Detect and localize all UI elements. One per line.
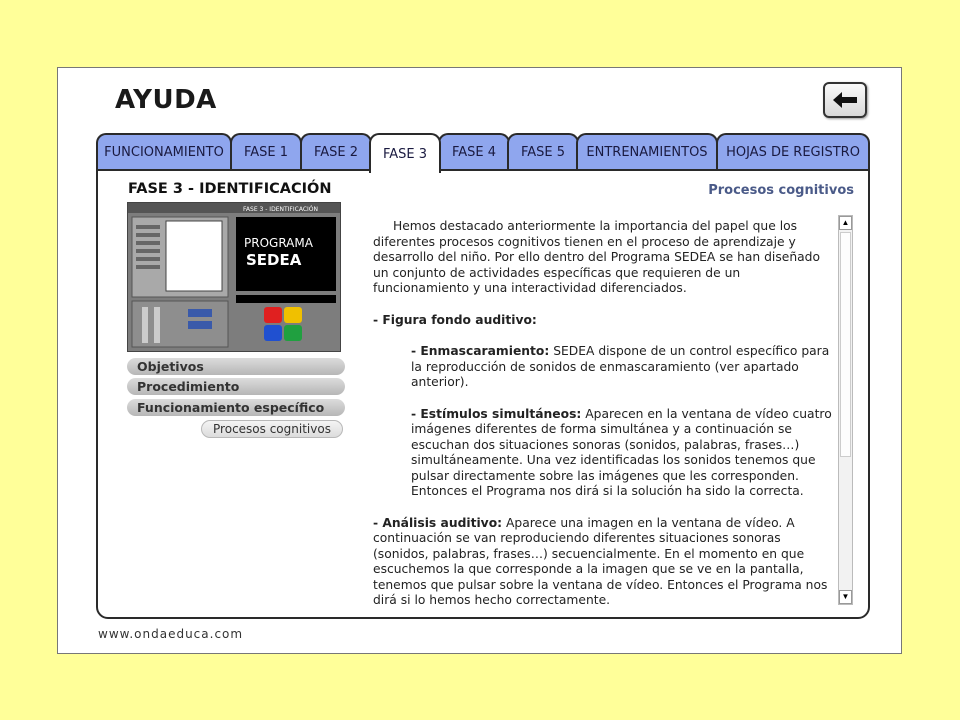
estimulos-text: Aparecen en la ventana de vídeo cuatro imágenes diferentes de forma simultánea y a continuación se escuchan dos situaciones sonoras (sonidos, palabras, frases…) simultáneamente. Una vez identificadas los sonidos tenemos que pulsar directamente sobre las imágenes que les corresponden. Entonces el Programa nos dirá si la solución ha sido la correcta.	[411, 406, 832, 498]
enmascaramiento-paragraph	[411, 344, 833, 391]
tab-hojas-de-registro[interactable]: HOJAS DE REGISTRO	[716, 133, 870, 170]
page-title: AYUDA	[115, 85, 217, 115]
submenu-procesos-cognitivos[interactable]: Procesos cognitivos	[201, 420, 343, 438]
scroll-up-icon[interactable]: ▲	[839, 216, 852, 230]
enmascaramiento-heading: - Enmascaramiento:	[411, 344, 550, 358]
analisis-paragraph	[373, 516, 833, 609]
content-panel	[96, 169, 870, 619]
tab-fase-3[interactable]: FASE 3	[369, 133, 441, 173]
scroll-thumb[interactable]	[840, 232, 851, 457]
thumb-logo-line2: SEDEA	[246, 251, 302, 269]
estimulos-paragraph	[411, 407, 833, 500]
figura-fondo-heading: - Figura fondo auditivo:	[373, 312, 537, 327]
tab-fase-5[interactable]: FASE 5	[507, 133, 579, 170]
vertical-scrollbar[interactable]	[838, 215, 853, 605]
back-button[interactable]	[823, 82, 867, 118]
help-text	[373, 219, 833, 609]
help-window	[57, 67, 902, 654]
menu-funcionamiento-especifico[interactable]: Funcionamiento específico	[127, 399, 345, 416]
program-screenshot	[127, 202, 341, 352]
enmascaramiento-text: SEDEA dispone de un control específico para la reproducción de sonidos de enmascaramiento (ver apartado anterior).	[411, 344, 830, 389]
estimulos-heading: - Estímulos simultáneos:	[411, 406, 582, 421]
phase-tabs	[96, 133, 870, 170]
tab-fase-2[interactable]: FASE 2	[300, 133, 372, 170]
tab-funcionamiento[interactable]: FUNCIONAMIENTO	[96, 133, 232, 170]
thumb-header: FASE 3 - IDENTIFICACIÓN	[243, 206, 318, 213]
intro-paragraph: Hemos destacado anteriormente la importancia del papel que los diferentes procesos cognitivos tienen en el proceso de aprendizaje y desarrollo del niño. Por ello dentro del Programa SEDEA se han diseñado un conjunto de actividades específicas que requieren de un funcionamiento y una interactividad diferenciados.	[373, 219, 820, 295]
menu-objetivos[interactable]: Objetivos	[127, 358, 345, 375]
scroll-down-icon[interactable]: ▼	[839, 590, 852, 604]
analisis-heading: - Análisis auditivo:	[373, 515, 503, 530]
section-label: Procesos cognitivos	[708, 183, 854, 198]
tab-fase-4[interactable]: FASE 4	[438, 133, 510, 170]
footer-url[interactable]: www.ondaeduca.com	[98, 627, 244, 641]
tab-fase-1[interactable]: FASE 1	[230, 133, 302, 170]
panel-title: FASE 3 - IDENTIFICACIÓN	[128, 181, 332, 197]
menu-procedimiento[interactable]: Procedimiento	[127, 378, 345, 395]
arrow-left-icon	[833, 92, 857, 108]
tab-entrenamientos[interactable]: ENTRENAMIENTOS	[576, 133, 718, 170]
analisis-text: Aparece una imagen en la ventana de vídeo. A continuación se van reproduciendo diferentes situaciones sonoras (sonidos, palabras, frases…) secuencialmente. En el momento en que escuchemos la que corresponde a la imagen que se ve en la pantalla, tenemos que pulsar sobre la ventana de vídeo. Entonces el Programa nos dirá si lo hemos hecho correctamente.	[373, 515, 828, 607]
thumb-logo-line1: PROGRAMA	[244, 236, 313, 250]
